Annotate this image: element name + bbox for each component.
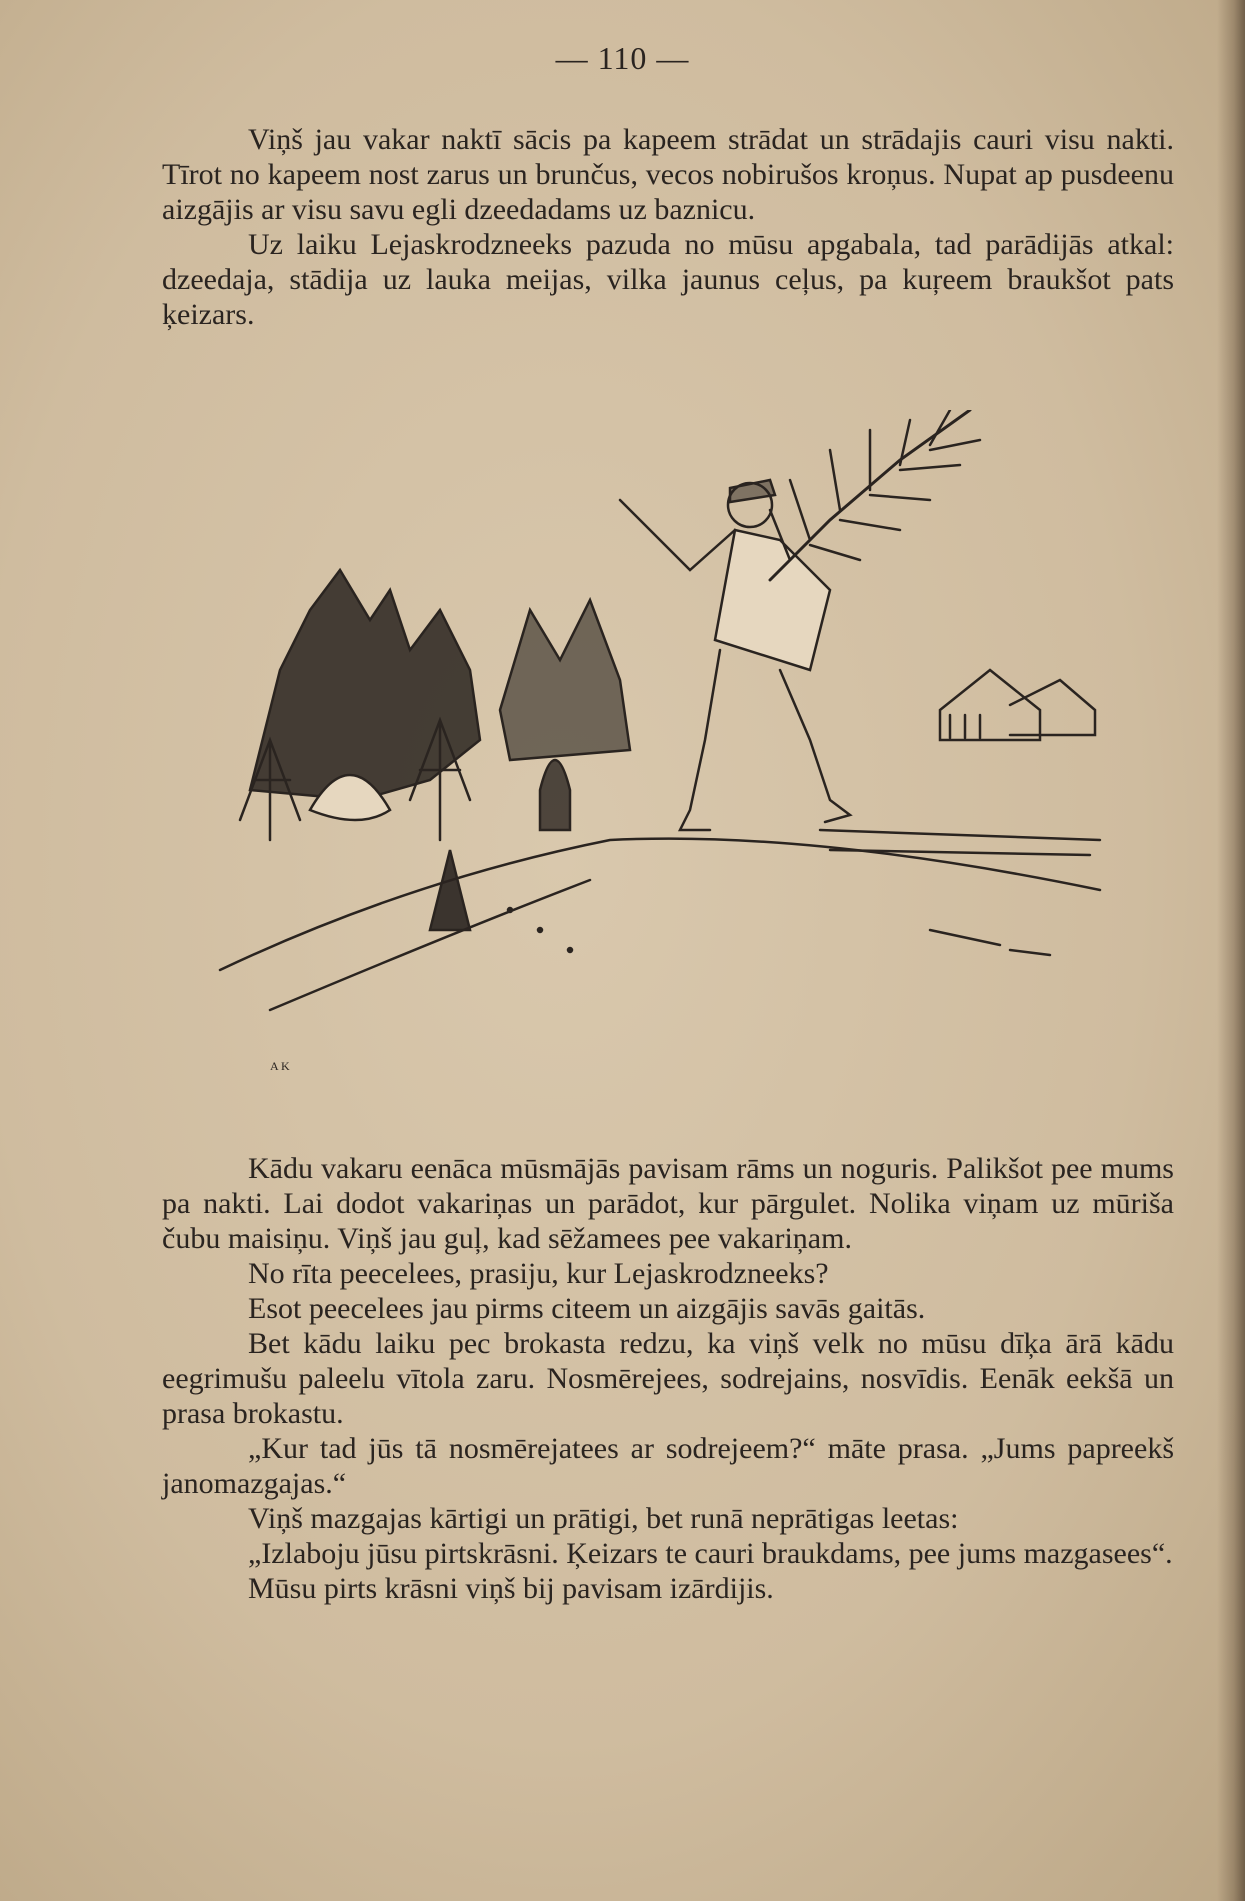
top-text-block <box>162 122 1174 332</box>
ground-dashes <box>930 930 1050 955</box>
paragraph: „Kur tad jūs tā nosmērejatees ar sodrejeem?“ māte prasa. „Jums papreekš janomazgajas.“ <box>162 1432 1174 1500</box>
man-left-leg <box>680 650 720 830</box>
road-edge <box>270 880 590 1010</box>
paragraph: No rīta peecelees, prasiju, kur Lejaskrodzneeks? <box>248 1257 829 1290</box>
paragraph: Mūsu pirts krāsni viņš bij pavisam izārdijis. <box>248 1572 774 1605</box>
illustration-drawing <box>210 410 1110 1090</box>
paragraph: Esot peecelees jau pirms citeem un aizgājis savās gaitās. <box>248 1292 926 1325</box>
man-right-leg <box>780 670 850 822</box>
house-2 <box>1010 680 1095 735</box>
pine-trees-left <box>250 570 480 800</box>
man-coat <box>715 530 830 670</box>
man-cap <box>730 480 775 502</box>
page-number: — 110 — <box>555 40 690 76</box>
illustrator-signature: A K <box>270 1059 290 1073</box>
paragraph: Viņš jau vakar naktī sācis pa kapeem strādat un strādajis cauri visu nakti. Tīrot no kapeem nost zarus un brunčus, vecos nobirušos kroņus. Nupat ap pusdeenu aizgājis ar visu savu egli dzeedadams uz baznicu. <box>162 123 1174 226</box>
page-gutter-shadow <box>1217 0 1245 1901</box>
paragraph: Uz laiku Lejaskrodzneeks pazuda no mūsu apgabala, tad parādijās atkal: dzeedaja, stādija uz lauka meijas, vilka jaunus ceļus, pa kuŗeem braukšot pats ķeizars. <box>162 228 1174 331</box>
grave-urn <box>540 760 570 830</box>
house-1 <box>940 670 1040 740</box>
fir-tree-branches <box>770 410 980 560</box>
shrubs <box>500 600 630 760</box>
paragraph: Viņš mazgajas kārtigi un prātigi, bet runā neprātigas leetas: <box>248 1502 959 1535</box>
man-raised-arm <box>620 500 735 570</box>
ground-line <box>220 839 1100 970</box>
paragraph: Bet kādu laiku pec brokasta redzu, ka viņš velk no mūsu dīķa ārā kādu eegrimušu paleelu vītola zaru. Nosmērejees, sodrejains, nosvīdis. Eenāk eekšā un prasa brokastu. <box>162 1327 1174 1430</box>
bottom-text-block <box>162 1151 1174 1606</box>
small-spruce <box>430 850 470 930</box>
paragraph: „Izlaboju jūsu pirtskrāsni. Ķeizars te cauri braukdams, pee jums mazgasees“. <box>248 1537 1173 1570</box>
field-line <box>820 830 1100 840</box>
paragraph: Kādu vakaru eenāca mūsmājās pavisam rāms un noguris. Palikšot pee mums pa nakti. Lai dodot vakariņas un parādot, kur pārgulet. Nolika viņam uz mūriša čubu maisiņu. Viņš jau guļ, kad sēžamees pee vakariņam. <box>162 1152 1174 1255</box>
illustration <box>210 410 1110 1090</box>
